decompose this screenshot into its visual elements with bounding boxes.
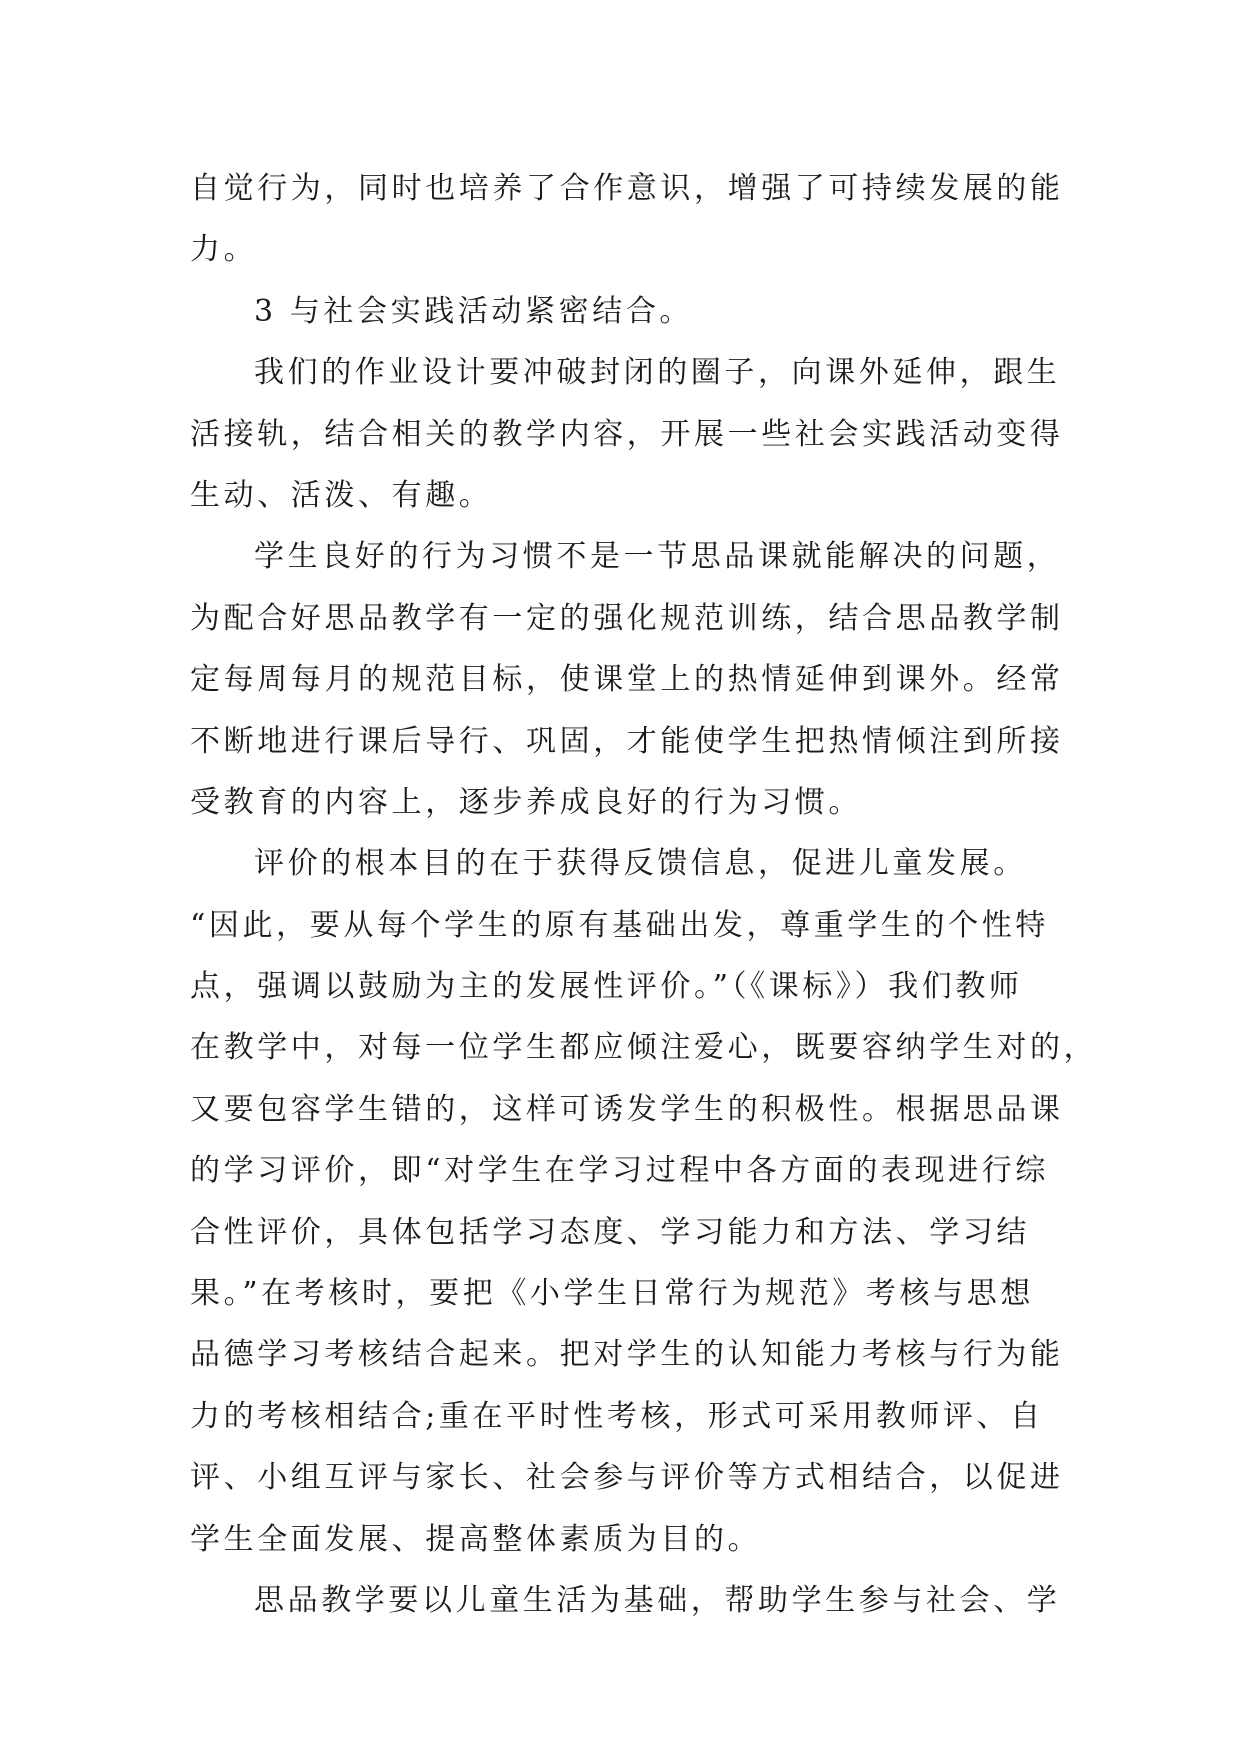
text-line: “因此，要从每个学生的原有基础出发，尊重学生的个性特 — [190, 907, 1049, 943]
text-line: 品德学习考核结合起来。把对学生的认知能力考核与行为能 — [190, 1337, 1064, 1373]
section-heading: 3 与社会实践活动紧密结合。 — [254, 293, 694, 329]
text-line: 学生良好的行为习惯不是一节思品课就能解决的问题， — [254, 539, 1061, 575]
text-line: 点，强调以鼓励为主的发展性评价。”（《课标》）我们教师 — [190, 969, 1023, 1005]
text-line: 评价的根本目的在于获得反馈信息，促进儿童发展。 — [254, 846, 1027, 882]
text-line: 我们的作业设计要冲破封闭的圈子，向课外延伸，跟生 — [254, 355, 1061, 391]
text-line: 不断地进行课后导行、巩固，才能使学生把热情倾注到所接 — [190, 723, 1064, 759]
text-line: 学生全面发展、提高整体素质为目的。 — [190, 1521, 762, 1557]
text-line: 生动、活泼、有趣。 — [190, 477, 493, 513]
text-line: 活接轨，结合相关的教学内容，开展一些社会实践活动变得 — [190, 416, 1064, 452]
text-line: 的学习评价，即“对学生在学习过程中各方面的表现进行综 — [190, 1153, 1049, 1189]
text-line: 思品教学要以儿童生活为基础，帮助学生参与社会、学 — [254, 1582, 1061, 1618]
text-line: 合性评价，具体包括学习态度、学习能力和方法、学习结 — [190, 1214, 1030, 1250]
text-line: 自觉行为，同时也培养了合作意识，增强了可持续发展的能 — [190, 171, 1064, 206]
text-line: 受教育的内容上，逐步养成良好的行为习惯。 — [190, 784, 862, 820]
text-line: 评、小组互评与家长、社会参与评价等方式相结合，以促进 — [190, 1460, 1064, 1496]
text-line: 果。”在考核时，要把《小学生日常行为规范》考核与思想 — [190, 1276, 1034, 1312]
text-line: 又要包容学生错的，这样可诱发学生的积极性。根据思品课 — [190, 1091, 1064, 1127]
text-line: 为配合好思品教学有一定的强化规范训练，结合思品教学制 — [190, 600, 1064, 636]
text-line: 力的考核相结合;重在平时性考核，形式可采用教师评、自 — [190, 1398, 1044, 1434]
text-line: 在教学中，对每一位学生都应倾注爱心，既要容纳学生对的， — [190, 1030, 1098, 1066]
text-line: 定每周每月的规范目标，使课堂上的热情延伸到课外。经常 — [190, 662, 1064, 698]
body-text — [190, 158, 1098, 1631]
text-line: 力。 — [190, 232, 258, 268]
